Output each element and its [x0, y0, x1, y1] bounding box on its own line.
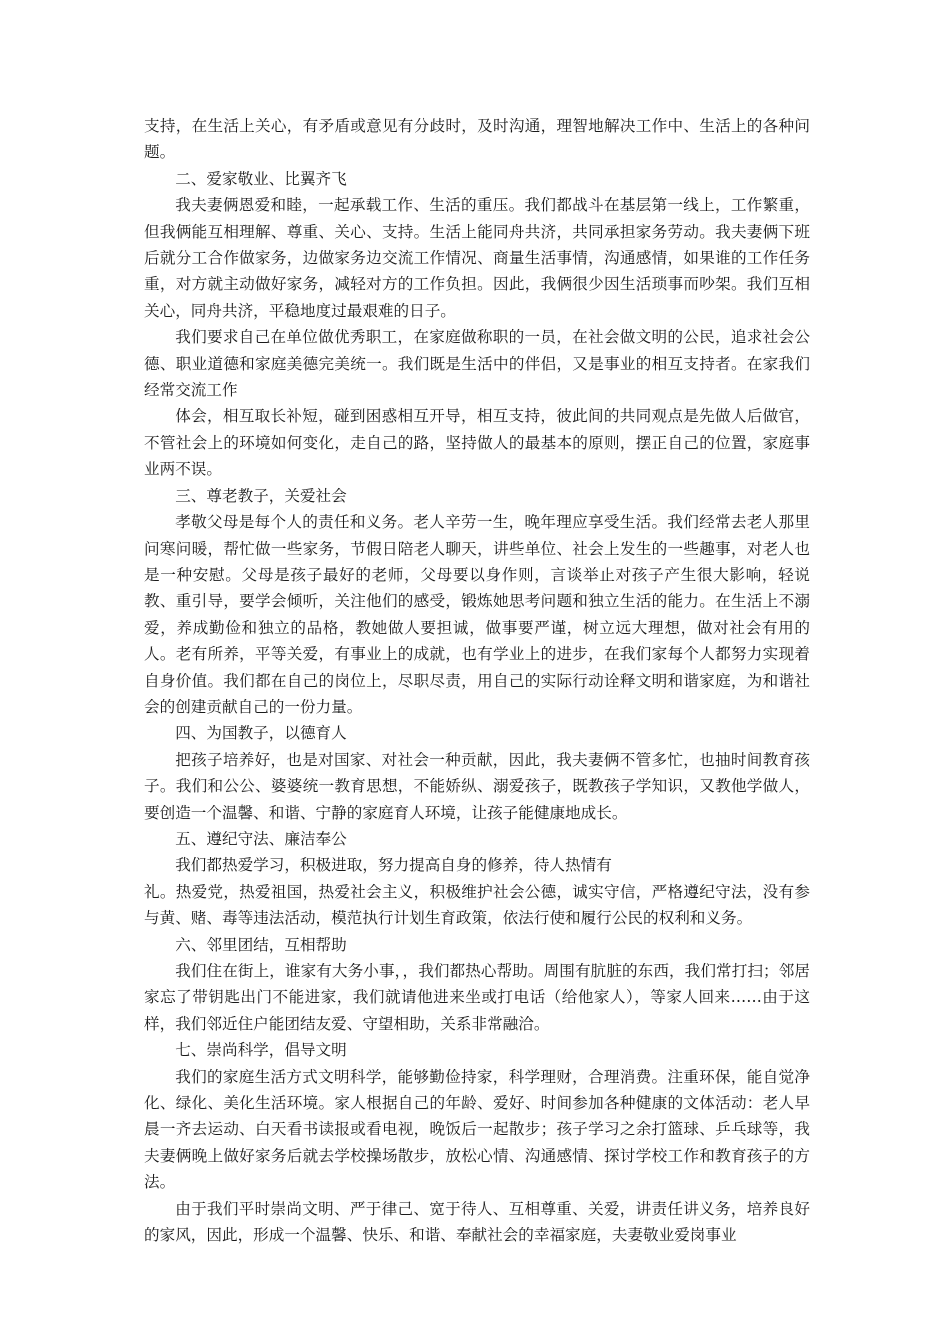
paragraph: 我们住在街上，谁家有大务小事，，我们都热心帮助。周围有肮脏的东西，我们常打扫；邻居家忘了带钥匙出门不能进家，我们就请他进来坐或打电话（给他家人），等家人回来……由于这样，我们邻近住户能团结友爱、守望相助，关系非常融洽。: [144, 962, 810, 1033]
paragraph-continued: 礼。热爱党，热爱祖国，热爱社会主义，积极维护社会公德，诚实守信，严格遵纪守法，没有参与黄、赌、毒等违法活动，模范执行计划生育政策，依法行使和履行公民的权利和义务。: [144, 882, 810, 928]
section-heading-5: 五、遵纪守法、廉洁奉公: [175, 829, 347, 848]
paragraph: 我们要求自己在单位做优秀职工，在家庭做称职的一员，在社会做文明的公民，追求社会公德、职业道德和家庭美德完美统一。我们既是生活中的伴侣，又是事业的相互支持者。在家我们经常交流工作: [144, 328, 810, 400]
document-body: [144, 113, 810, 1248]
section-heading-2: 二、爱家敬业、比翼齐飞: [175, 169, 347, 188]
paragraph: 体会，相互取长补短，碰到困惑相互开导，相互支持，彼此间的共同观点是先做人后做官，不管社会上的环境如何变化，走自己的路，坚持做人的最基本的原则，摆正自己的位置，家庭事业两不误。: [144, 407, 810, 479]
paragraph: 我们的家庭生活方式文明科学，能够勤俭持家，科学理财，合理消费。注重环保，能自觉净化、绿化、美化生活环境。家人根据自己的年龄、爱好、时间参加各种健康的文体活动：老人早晨一齐去运动、白天看书读报或看电视，晚饭后一起散步；孩子学习之余打篮球、乒乓球等，我夫妻俩晚上做好家务后就去学校操场散步，放松心情、沟通感情、探讨学校工作和教育孩子的方法。: [144, 1067, 810, 1192]
paragraph-continued: 支持，在生活上关心，有矛盾或意见有分歧时，及时沟通，理智地解决工作中、生活上的各种问题。: [144, 117, 810, 162]
section-heading-4: 四、为国教子，以德育人: [175, 724, 347, 743]
paragraph: 把孩子培养好，也是对国家、对社会一种贡献，因此，我夫妻俩不管多忙，也抽时间教育孩子。我们和公公、婆婆统一教育思想，不能娇纵、溺爱孩子，既教孩子学知识，又教他学做人，要创造一个温馨、和谐、宁静的家庭育人环境，让孩子能健康地成长。: [144, 750, 810, 822]
paragraph: 我们都热爱学习，积极进取，努力提高自身的修养，待人热情有: [175, 856, 612, 875]
paragraph: 孝敬父母是每个人的责任和义务。老人辛劳一生，晚年理应享受生活。我们经常去老人那里问寒问暖，帮忙做一些家务，节假日陪老人聊天，讲些单位、社会上发生的一些趣事，对老人也是一种安慰。父母是孩子最好的老师，父母要以身作则，言谈举止对孩子产生很大影响，轻说教、重引导，要学会倾听，关注他们的感受，锻炼她思考问题和独立生活的能力。在生活上不溺爱，养成勤俭和独立的品格，教她做人要担诚，做事要严谨，树立远大理想，做对社会有用的人。老有所养，平等关爱，有事业上的成就，也有学业上的进步，在我们家每个人都努力实现着自身价值。我们都在自己的岗位上，尽职尽责，用自己的实际行动诠释文明和谐家庭，为和谐社会的创建贡献自己的一份力量。: [144, 513, 810, 716]
paragraph: 由于我们平时崇尚文明、严于律己、宽于待人、互相尊重、关爱，讲责任讲义务，培养良好的家风，因此，形成一个温馨、快乐、和谐、奉献社会的幸福家庭，夫妻敬业爱岗事业: [144, 1199, 810, 1245]
section-heading-6: 六、邻里团结，互相帮助: [175, 935, 347, 954]
section-heading-3: 三、尊老教子，关爱社会: [175, 486, 347, 505]
section-heading-7: 七、崇尚科学，倡导文明: [175, 1041, 347, 1060]
paragraph: 我夫妻俩恩爱和睦，一起承载工作、生活的重压。我们都战斗在基层第一线上，工作繁重，但我俩能互相理解、尊重、关心、支持。生活上能同舟共济，共同承担家务劳动。我夫妻俩下班后就分工合作做家务，边做家务边交流工作情况、商量生活事情，沟通感情，如果谁的工作任务重，对方就主动做好家务，减轻对方的工作负担。因此，我俩很少因生活琐事而吵架。我们互相关心，同舟共济，平稳地度过最艰难的日子。: [144, 196, 810, 320]
